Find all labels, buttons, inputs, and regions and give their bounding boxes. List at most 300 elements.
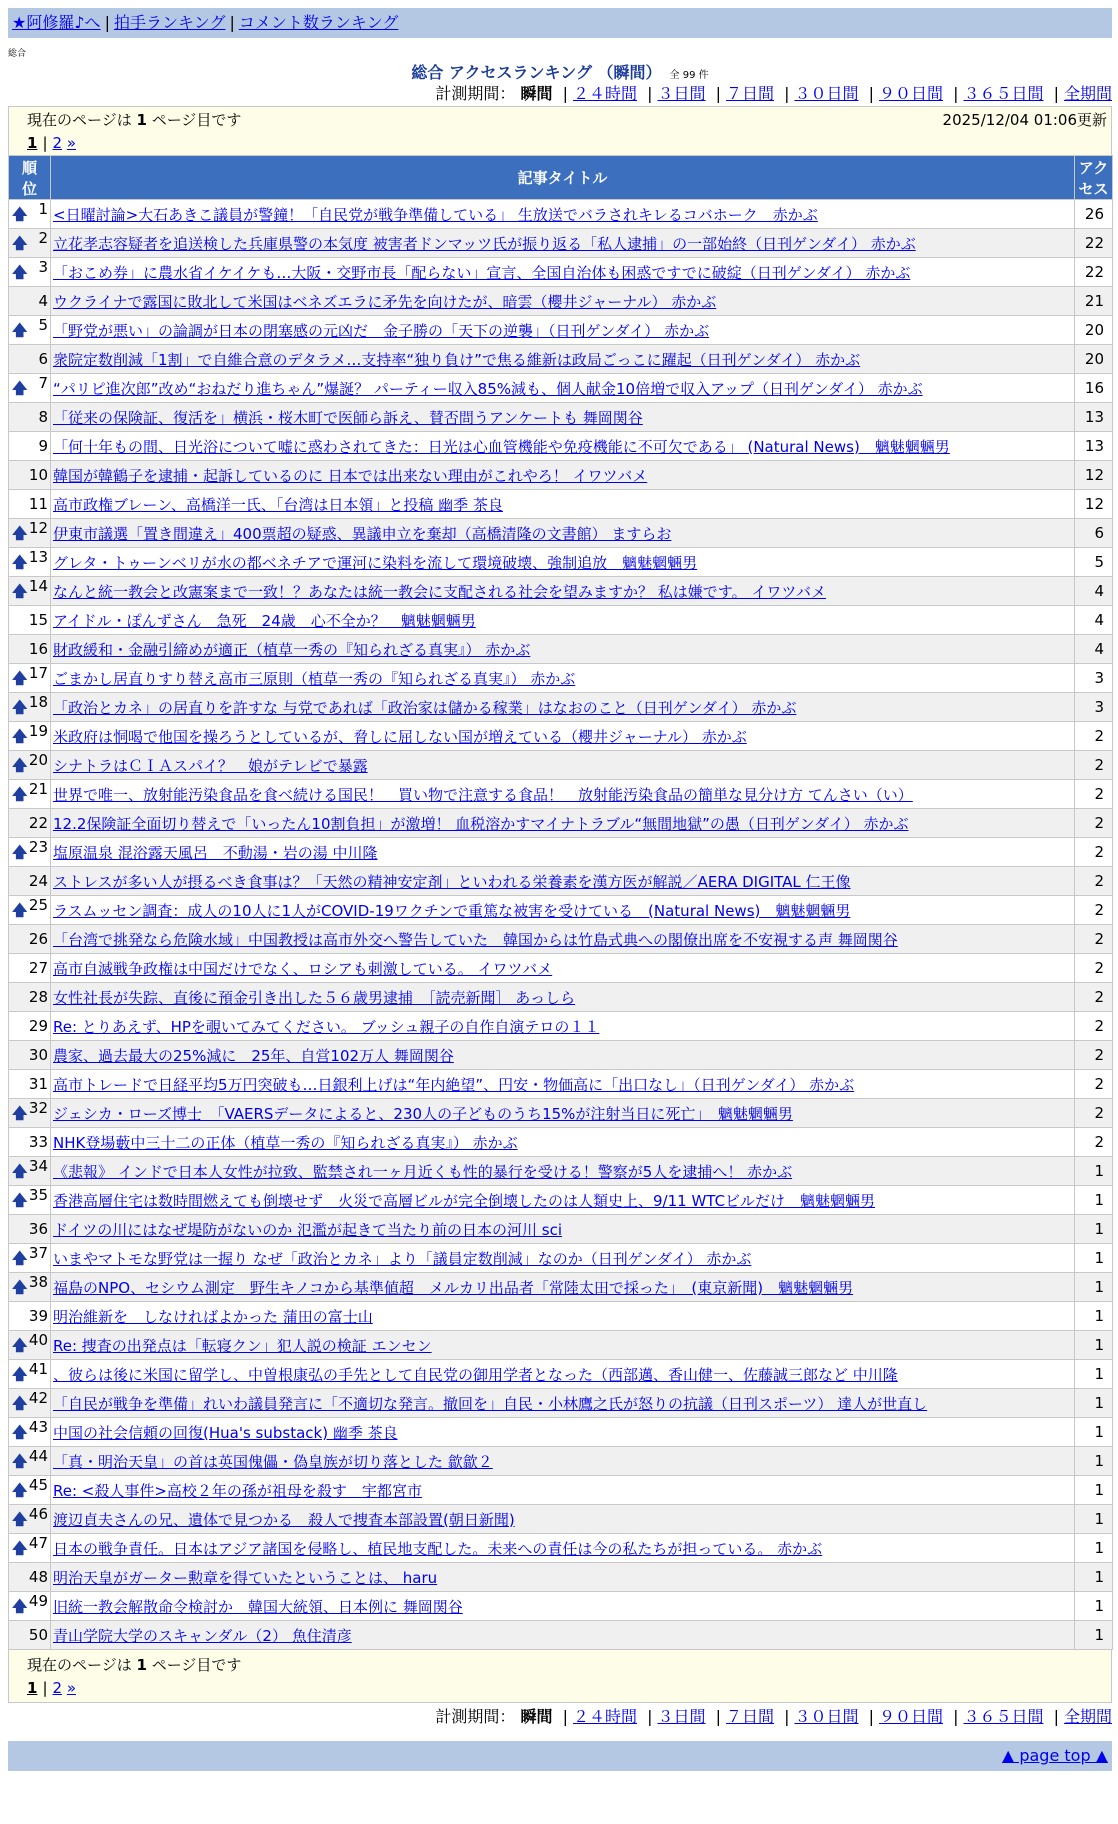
table-row xyxy=(9,867,1113,896)
pager-top xyxy=(9,131,1111,155)
rank-number: 45 xyxy=(28,1476,48,1494)
rank-up-arrow-icon: 🡅 xyxy=(12,1162,28,1180)
rank-number: 22 xyxy=(28,814,48,832)
title-cell xyxy=(51,1592,1075,1621)
title-cell xyxy=(51,954,1075,983)
period-link-7d[interactable]: ７日間 xyxy=(725,1707,774,1726)
top-link-comment-ranking[interactable]: コメント数ランキング xyxy=(238,13,399,32)
rank-cell xyxy=(9,983,51,1012)
rank-number: 2 xyxy=(38,229,48,247)
access-count: 1 xyxy=(1075,1389,1113,1418)
article-title-link[interactable]: ラスムッセン調査：成人の10人に1人がCOVID-19ワクチンで重篤な被害を受けている (Natural News) 魑魅魍魎男 xyxy=(53,901,851,920)
item-count: 全 99 件 xyxy=(669,70,709,81)
article-title-link[interactable]: 高市政権ブレーン、高橋洋一氏、「台湾は日本領」と投稿 幽季 茶良 xyxy=(53,495,503,514)
rank-cell xyxy=(9,1621,51,1650)
title-cell xyxy=(51,1447,1075,1476)
access-count: 2 xyxy=(1075,867,1113,896)
table-row xyxy=(9,287,1113,316)
access-count: 22 xyxy=(1075,229,1113,258)
rank-up-arrow-icon: 🡅 xyxy=(12,205,28,223)
rank-number: 9 xyxy=(38,437,48,455)
article-title-link[interactable]: 伊東市議選「置き間違え」400票超の疑惑、異議申立を棄却（高橋清隆の文書館） ますらお xyxy=(53,524,672,543)
article-title-link[interactable]: NHK登場藪中三十二の正体（植草一秀の『知られざる真実』） 赤かぶ xyxy=(53,1133,518,1152)
access-count: 3 xyxy=(1075,693,1113,722)
rank-up-arrow-icon: 🡅 xyxy=(12,1539,28,1557)
title-cell xyxy=(51,809,1075,838)
access-count: 1 xyxy=(1075,1215,1113,1244)
rank-cell xyxy=(9,867,51,896)
article-title-link[interactable]: アイドル・ぽんずさん 急死 24歳 心不全か？ 魑魅魍魎男 xyxy=(53,611,476,630)
article-title-link[interactable]: 明治維新を しなければよかった 蒲田の富士山 xyxy=(53,1307,373,1326)
rank-cell xyxy=(9,1476,51,1505)
rank-up-arrow-icon: 🡅 xyxy=(12,1597,28,1615)
article-title-link[interactable]: 「野党が悪い」の論調が日本の閉塞感の元凶だ 金子勝の「天下の逆襲」（日刊ゲンダイ） 赤かぶ xyxy=(53,321,710,340)
rank-cell xyxy=(9,1389,51,1418)
table-row xyxy=(9,200,1113,229)
table-row xyxy=(9,519,1113,548)
rank-number: 8 xyxy=(38,408,48,426)
pager-next[interactable]: » xyxy=(66,1679,77,1697)
pager-page-2[interactable]: 2 xyxy=(52,134,63,152)
period-link-30d[interactable]: ３０日間 xyxy=(794,1707,859,1726)
pager-current: 1 xyxy=(27,1679,38,1697)
article-title-link[interactable]: 「何十年もの間、日光浴について嘘に惑わされてきた：日光は心血管機能や免疫機能に不可欠である」 (Natural News) 魑魅魍魎男 xyxy=(53,437,950,456)
period-link-3d[interactable]: ３日間 xyxy=(657,1707,706,1726)
rank-cell xyxy=(9,374,51,403)
access-count: 1 xyxy=(1075,1505,1113,1534)
article-title-link[interactable]: 女性社長が失踪、直後に預金引き出した５６歳男逮捕 ［読売新聞］ あっしら xyxy=(53,988,576,1007)
rank-cell xyxy=(9,345,51,374)
article-title-link[interactable]: 「自民が戦争を準備」れいわ議員発言に「不適切な発言。撤回を」自民・小林鷹之氏が怒りの抗議（日刊スポーツ） 達人が世直し xyxy=(53,1394,928,1413)
rank-up-arrow-icon: 🡅 xyxy=(12,379,28,397)
article-title-link[interactable]: 「おこめ券」に農水省イケイケも…大阪・交野市長「配らない」宣言、全国自治体も困惑ですでに破綻（日刊ゲンダイ） 赤かぶ xyxy=(53,263,911,282)
rank-cell xyxy=(9,664,51,693)
table-row xyxy=(9,925,1113,954)
title-cell xyxy=(51,548,1075,577)
rank-number: 3 xyxy=(38,258,48,276)
article-title-link[interactable]: 福島のNPO、セシウム測定 野生キノコから基準値超 メルカリ出品者「常陸太田で採った」 (東京新聞) 魑魅魍魎男 xyxy=(53,1278,854,1297)
rank-number: 28 xyxy=(28,988,48,1006)
rank-cell xyxy=(9,693,51,722)
period-link-24h[interactable]: ２４時間 xyxy=(572,84,637,103)
ranking-table xyxy=(8,155,1113,1650)
title-cell xyxy=(51,1273,1075,1302)
rank-number: 19 xyxy=(28,722,48,740)
article-title-link[interactable]: 青山学院大学のスキャンダル（2） 魚住清彦 xyxy=(53,1626,352,1645)
rank-number: 23 xyxy=(28,838,48,856)
rank-number: 10 xyxy=(28,466,48,484)
title-cell xyxy=(51,403,1075,432)
rank-cell xyxy=(9,258,51,287)
period-current: 瞬間 xyxy=(520,1707,553,1726)
rank-number: 11 xyxy=(28,495,48,513)
article-title-link[interactable]: 「従来の保険証、復活を」横浜・桜木町で医師ら訴え、賛否問うアンケートも 舞岡関谷 xyxy=(53,408,643,427)
article-title-link[interactable]: Re: とりあえず、HPを覗いてみてください。 ブッシュ親子の自作自演テロの１１ xyxy=(53,1017,600,1036)
article-title-link[interactable]: <日曜討論>大石あきこ議員が警鐘！「自民党が戦争準備している」 生放送でバラされキレるコバホーク 赤かぶ xyxy=(53,205,818,224)
page-info-prefix: 現在のページは xyxy=(27,111,132,129)
header-title: 記事タイトル xyxy=(51,156,1075,200)
article-title-link[interactable]: 塩原温泉 混浴露天風呂 不動湯・岩の湯 中川隆 xyxy=(53,843,378,862)
period-sep: | xyxy=(1053,84,1059,103)
table-row xyxy=(9,345,1113,374)
title-cell xyxy=(51,1215,1075,1244)
period-link-24h[interactable]: ２４時間 xyxy=(572,1707,637,1726)
rank-cell xyxy=(9,809,51,838)
article-title-link[interactable]: ストレスが多い人が摂るべき食事は？「天然の精神安定剤」といわれる栄養素を漢方医が解説／AERA DIGITAL 仁王像 xyxy=(53,872,851,891)
title-cell xyxy=(51,1128,1075,1157)
period-sep: | xyxy=(562,84,568,103)
table-row xyxy=(9,722,1113,751)
title-cell xyxy=(51,635,1075,664)
access-count: 1 xyxy=(1075,1447,1113,1476)
article-title-link[interactable]: “パリピ進次郎”改め“おねだり進ちゃん”爆誕？ パーティー収入85%減も、個人献金10倍増で収入アップ（日刊ゲンダイ） 赤かぶ xyxy=(53,379,923,398)
article-title-link[interactable]: いまやマトモな野党は一握り なぜ「政治とカネ」より「議員定数削減」なのか（日刊ゲンダイ） 赤かぶ xyxy=(53,1249,752,1268)
access-count: 2 xyxy=(1075,722,1113,751)
article-title-link[interactable]: 米政府は恫喝で他国を操ろうとしているが、脅しに屈しない国が増えている（櫻井ジャーナル） 赤かぶ xyxy=(53,727,747,746)
rank-cell xyxy=(9,287,51,316)
table-row xyxy=(9,954,1113,983)
rank-cell xyxy=(9,1099,51,1128)
table-row xyxy=(9,1534,1113,1563)
rank-cell xyxy=(9,577,51,606)
table-row xyxy=(9,490,1113,519)
page-info-suffix: ページ目です xyxy=(151,111,242,129)
period-sep: | xyxy=(784,84,790,103)
page-info-suffix: ページ目です xyxy=(151,1656,242,1674)
rank-number: 40 xyxy=(28,1331,48,1349)
rank-number: 26 xyxy=(28,930,48,948)
rank-cell xyxy=(9,838,51,867)
title-cell xyxy=(51,1186,1075,1215)
rank-number: 4 xyxy=(38,292,48,310)
period-sep: | xyxy=(1053,1707,1059,1726)
access-count: 26 xyxy=(1075,200,1113,229)
article-title-link[interactable]: ウクライナで露国に敗北して米国はベネズエラに矛先を向けたが、暗雲（櫻井ジャーナル） 赤かぶ xyxy=(53,292,717,311)
title-cell xyxy=(51,374,1075,403)
title-cell xyxy=(51,519,1075,548)
table-row xyxy=(9,461,1113,490)
title-cell xyxy=(51,693,1075,722)
access-count: 1 xyxy=(1075,1331,1113,1360)
pager-sep: | xyxy=(42,1679,48,1697)
article-title-link[interactable]: 香港高層住宅は数時間燃えても倒壊せず 火災で高層ビルが完全倒壊したのは人類史上、9/11 WTCビルだけ 魑魅魍魎男 xyxy=(53,1191,876,1210)
article-title-link[interactable]: 12.2保険証全面切り替えで「いったん10割負担」が激増！ 血税溶かすマイナトラブル“無間地獄”の愚（日刊ゲンダイ） 赤かぶ xyxy=(53,814,909,833)
title-cell xyxy=(51,229,1075,258)
rank-cell xyxy=(9,229,51,258)
table-row xyxy=(9,1070,1113,1099)
period-link-90d[interactable]: ９０日間 xyxy=(878,84,943,103)
page-info-bottom xyxy=(8,1650,1112,1703)
period-sep: | xyxy=(953,84,959,103)
rank-cell xyxy=(9,606,51,635)
rank-up-arrow-icon: 🡅 xyxy=(12,1481,28,1499)
rank-number: 43 xyxy=(28,1418,48,1436)
title-cell xyxy=(51,1563,1075,1592)
period-link-365d[interactable]: ３６５日間 xyxy=(963,84,1044,103)
article-title-link[interactable]: 世界で唯一、放射能汚染食品を食べ続ける国民！ 買い物で注意する食品！ 放射能汚染食品の簡単な見分け方 てんさい（い） xyxy=(53,785,913,804)
access-count: 16 xyxy=(1075,374,1113,403)
rank-number: 42 xyxy=(28,1389,48,1407)
article-title-link[interactable]: 財政緩和・金融引締めが適正（植草一秀の『知られざる真実』） 赤かぶ xyxy=(53,640,531,659)
table-row xyxy=(9,1099,1113,1128)
rank-number: 5 xyxy=(38,316,48,334)
title-cell xyxy=(51,1244,1075,1273)
period-link-365d[interactable]: ３６５日間 xyxy=(963,1707,1044,1726)
access-count: 6 xyxy=(1075,519,1113,548)
title-cell xyxy=(51,1302,1075,1331)
article-title-link[interactable]: シナトラはＣＩＡスパイ？ 娘がテレビで暴露 xyxy=(53,756,368,775)
rank-up-arrow-icon: 🡅 xyxy=(12,901,28,919)
article-title-link[interactable]: Re: <殺人事件>高校２年の孫が祖母を殺す 宇都宮市 xyxy=(53,1481,422,1500)
period-link-all[interactable]: 全期間 xyxy=(1063,1707,1112,1726)
title-cell xyxy=(51,258,1075,287)
table-row xyxy=(9,664,1113,693)
rank-cell xyxy=(9,1563,51,1592)
access-count: 12 xyxy=(1075,490,1113,519)
rank-number: 6 xyxy=(38,350,48,368)
table-row xyxy=(9,1418,1113,1447)
title-cell xyxy=(51,1157,1075,1186)
rank-up-arrow-icon: 🡅 xyxy=(12,1394,28,1412)
rank-cell xyxy=(9,1331,51,1360)
period-sep: | xyxy=(868,84,874,103)
rank-number: 38 xyxy=(28,1273,48,1291)
table-row xyxy=(9,1012,1113,1041)
access-count: 2 xyxy=(1075,896,1113,925)
article-title-link[interactable]: 高市自滅戦争政権は中国だけでなく、ロシアも刺激している。 イワツバメ xyxy=(53,959,553,978)
rank-cell xyxy=(9,1186,51,1215)
table-row xyxy=(9,1244,1113,1273)
article-title-link[interactable]: 渡辺貞夫さんの兄、遺体で見つかる 殺人で捜査本部設置(朝日新聞) xyxy=(53,1510,515,1529)
title-cell xyxy=(51,316,1075,345)
rank-number: 13 xyxy=(28,548,48,566)
table-row xyxy=(9,693,1113,722)
rank-number: 29 xyxy=(28,1017,48,1035)
article-title-link[interactable]: 立花孝志容疑者を追送検した兵庫県警の本気度 被害者ドンマッツ氏が振り返る「私人逮捕」の一部始終（日刊ゲンダイ） 赤かぶ xyxy=(53,234,916,253)
article-title-link[interactable]: 衆院定数削減「1割」で自維合意のデタラメ…支持率“独り負け”で焦る維新は政局ごっこに躍起（日刊ゲンダイ） 赤かぶ xyxy=(53,350,861,369)
pager-next[interactable]: » xyxy=(66,134,77,152)
access-count: 1 xyxy=(1075,1563,1113,1592)
rank-number: 36 xyxy=(28,1220,48,1238)
article-title-link[interactable]: なんと統一教会と改憲案まで一致！？あなたは統一教会に支配される社会を望みますか？ 私は嫌です。 イワツバメ xyxy=(53,582,827,601)
rank-number: 25 xyxy=(28,896,48,914)
rank-number: 34 xyxy=(28,1157,48,1175)
access-count: 1 xyxy=(1075,1273,1113,1302)
access-count: 2 xyxy=(1075,1041,1113,1070)
rank-up-arrow-icon: 🡅 xyxy=(12,1452,28,1470)
title-cell xyxy=(51,1505,1075,1534)
article-title-link[interactable]: 旧統一教会解散命令検討か 韓国大統領、日本例に 舞岡関谷 xyxy=(53,1597,463,1616)
rank-cell xyxy=(9,1360,51,1389)
table-row xyxy=(9,1389,1113,1418)
title-cell xyxy=(51,896,1075,925)
title-cell xyxy=(51,1389,1075,1418)
title-cell xyxy=(51,1012,1075,1041)
access-count: 1 xyxy=(1075,1534,1113,1563)
period-sep: | xyxy=(784,1707,790,1726)
access-count: 1 xyxy=(1075,1244,1113,1273)
article-title-link[interactable]: 日本の戦争責任。日本はアジア諸国を侵略し、植民地支配した。未来への責任は今の私たちが担っている。 赤かぶ xyxy=(53,1539,823,1558)
article-title-link[interactable]: 「真・明治天皇」の首は英国傀儡・偽皇族が切り落とした 歙歙２ xyxy=(53,1452,493,1471)
rank-number: 1 xyxy=(38,200,48,218)
title-cell xyxy=(51,722,1075,751)
rank-cell xyxy=(9,896,51,925)
rank-up-arrow-icon: 🡅 xyxy=(12,321,28,339)
article-title-link[interactable]: 《悲報》 インドで日本人女性が拉致、監禁され一ヶ月近くも性的暴行を受ける！警察が5人を逮捕へ！ 赤かぶ xyxy=(53,1162,793,1181)
access-count: 2 xyxy=(1075,751,1113,780)
updated-timestamp: 2025/12/04 01:06更新 xyxy=(942,111,1107,129)
article-title-link[interactable]: 「政治とカネ」の居直りを許すな 与党であれば「政治家は儲かる稼業」はなおのこと（日刊ゲンダイ） 赤かぶ xyxy=(53,698,797,717)
header-access: アクセス xyxy=(1075,156,1113,200)
title-cell xyxy=(51,1534,1075,1563)
rank-number: 35 xyxy=(28,1186,48,1204)
rank-cell xyxy=(9,954,51,983)
pager-bottom xyxy=(9,1676,1111,1700)
article-title-link[interactable]: ごまかし居直りすり替え高市三原則（植草一秀の『知られざる真実』） 赤かぶ xyxy=(53,669,576,688)
title-cell xyxy=(51,780,1075,809)
table-row xyxy=(9,229,1113,258)
article-title-link[interactable]: Re: 捜査の出発点は「転寝クン」犯人説の検証 エンセン xyxy=(53,1336,432,1355)
rank-cell xyxy=(9,1418,51,1447)
pager-page-2[interactable]: 2 xyxy=(52,1679,63,1697)
page-top-link[interactable]: ▲ page top ▲ xyxy=(1001,1746,1108,1765)
table-row xyxy=(9,432,1113,461)
article-title-link[interactable]: 高市トレードで日経平均5万円突破も…日銀利上げは“年内絶望”、円安・物価高に「出口なし」（日刊ゲンダイ） 赤かぶ xyxy=(53,1075,855,1094)
title-cell xyxy=(51,1041,1075,1070)
rank-cell xyxy=(9,200,51,229)
page-info-text xyxy=(27,109,241,131)
access-count: 2 xyxy=(1075,1070,1113,1099)
rank-cell xyxy=(9,780,51,809)
article-title-link[interactable]: ドイツの川にはなぜ堤防がないのか 氾濫が起きて当たり前の日本の河川 sci xyxy=(53,1220,563,1239)
article-title-link[interactable]: グレタ・トゥーンベリが水の都ベネチアで運河に染料を流して環境破壊、強制追放 魑魅魍魎男 xyxy=(53,553,698,572)
rank-cell xyxy=(9,1041,51,1070)
page-title-text: 総合 アクセスランキング （瞬間） xyxy=(411,63,662,82)
top-nav-bar xyxy=(8,8,1112,38)
period-link-30d[interactable]: ３０日間 xyxy=(794,84,859,103)
rank-up-arrow-icon: 🡅 xyxy=(12,1365,28,1383)
access-count: 1 xyxy=(1075,1186,1113,1215)
table-row xyxy=(9,1302,1113,1331)
period-link-all[interactable]: 全期間 xyxy=(1063,84,1112,103)
title-cell xyxy=(51,1621,1075,1650)
table-row xyxy=(9,374,1113,403)
page-info-top xyxy=(8,106,1112,155)
article-title-link[interactable]: 中国の社会信頼の回復(Hua's substack) 幽季 茶良 xyxy=(53,1423,398,1442)
rank-cell xyxy=(9,635,51,664)
table-row xyxy=(9,838,1113,867)
top-sep: | xyxy=(229,13,235,32)
access-count: 22 xyxy=(1075,258,1113,287)
article-title-link[interactable]: 、彼らは後に米国に留学し、中曽根康弘の手先として自民党の御用学者となった（西部邁、香山健一、佐藤誠三郎など 中川隆 xyxy=(53,1365,898,1384)
title-cell xyxy=(51,1331,1075,1360)
title-cell xyxy=(51,345,1075,374)
rank-number: 49 xyxy=(28,1592,48,1610)
table-row xyxy=(9,1505,1113,1534)
access-count: 2 xyxy=(1075,809,1113,838)
rank-up-arrow-icon: 🡅 xyxy=(12,1336,28,1354)
period-selector-top xyxy=(8,82,1112,106)
article-title-link[interactable]: 農家、過去最大の25%減に 25年、自営102万人 舞岡関谷 xyxy=(53,1046,454,1065)
title-cell xyxy=(51,1099,1075,1128)
table-row xyxy=(9,1128,1113,1157)
access-count: 1 xyxy=(1075,1621,1113,1650)
rank-number: 14 xyxy=(28,577,48,595)
rank-cell xyxy=(9,1302,51,1331)
rank-number: 37 xyxy=(28,1244,48,1262)
rank-cell xyxy=(9,432,51,461)
rank-cell xyxy=(9,461,51,490)
rank-up-arrow-icon: 🡅 xyxy=(12,582,28,600)
rank-number: 31 xyxy=(28,1075,48,1093)
rank-up-arrow-icon: 🡅 xyxy=(12,785,28,803)
table-row xyxy=(9,896,1113,925)
period-sep: | xyxy=(715,1707,721,1726)
article-title-link[interactable]: 明治天皇がガーター勲章を得ていたということは、 haru xyxy=(53,1568,438,1587)
access-count: 2 xyxy=(1075,1128,1113,1157)
period-link-90d[interactable]: ９０日間 xyxy=(878,1707,943,1726)
article-title-link[interactable]: 「台湾で挑発なら危険水域」中国教授は高市外交へ警告していた 韓国からは竹島式典への閣僚出席を不安視する声 舞岡関谷 xyxy=(53,930,898,949)
table-row xyxy=(9,1041,1113,1070)
pager-sep: | xyxy=(42,134,48,152)
access-count: 2 xyxy=(1075,838,1113,867)
rank-cell xyxy=(9,490,51,519)
article-title-link[interactable]: 韓国が韓鶴子を逮捕・起訴しているのに 日本では出来ない理由がこれやろ！ イワツバメ xyxy=(53,466,648,485)
access-count: 2 xyxy=(1075,1099,1113,1128)
rank-number: 12 xyxy=(28,519,48,537)
rank-up-arrow-icon: 🡅 xyxy=(12,843,28,861)
rank-cell xyxy=(9,751,51,780)
table-row xyxy=(9,1447,1113,1476)
rank-cell xyxy=(9,316,51,345)
access-count: 5 xyxy=(1075,548,1113,577)
period-sep: | xyxy=(562,1707,568,1726)
title-cell xyxy=(51,1476,1075,1505)
table-row xyxy=(9,258,1113,287)
header-rank: 順位 xyxy=(9,156,51,200)
rank-number: 46 xyxy=(28,1505,48,1523)
ranking-body xyxy=(9,200,1113,1650)
rank-up-arrow-icon: 🡅 xyxy=(12,1278,28,1296)
access-count: 21 xyxy=(1075,287,1113,316)
period-label: 計測期間： xyxy=(435,84,516,103)
top-link-applause-ranking[interactable]: 拍手ランキング xyxy=(113,13,226,32)
access-count: 1 xyxy=(1075,1360,1113,1389)
top-link-asyura[interactable]: ★阿修羅♪へ xyxy=(12,13,101,32)
table-row xyxy=(9,1360,1113,1389)
rank-cell xyxy=(9,1070,51,1099)
title-cell xyxy=(51,838,1075,867)
page-info-number: 1 xyxy=(136,1656,147,1674)
period-link-7d[interactable]: ７日間 xyxy=(725,84,774,103)
rank-number: 47 xyxy=(28,1534,48,1552)
rank-number: 21 xyxy=(28,780,48,798)
title-cell xyxy=(51,490,1075,519)
access-count: 1 xyxy=(1075,1476,1113,1505)
article-title-link[interactable]: ジェシカ・ローズ博士 「VAERSデータによると、230人の子どものうち15%が注射当日に死亡」 魑魅魍魎男 xyxy=(53,1104,793,1123)
table-row xyxy=(9,606,1113,635)
footer-bar xyxy=(8,1741,1112,1771)
period-sep: | xyxy=(953,1707,959,1726)
rank-cell xyxy=(9,1447,51,1476)
access-count: 4 xyxy=(1075,577,1113,606)
rank-up-arrow-icon: 🡅 xyxy=(12,1104,28,1122)
period-link-3d[interactable]: ３日間 xyxy=(657,84,706,103)
pager-current: 1 xyxy=(27,134,38,152)
rank-up-arrow-icon: 🡅 xyxy=(12,669,28,687)
top-sep: | xyxy=(104,13,110,32)
title-cell xyxy=(51,577,1075,606)
